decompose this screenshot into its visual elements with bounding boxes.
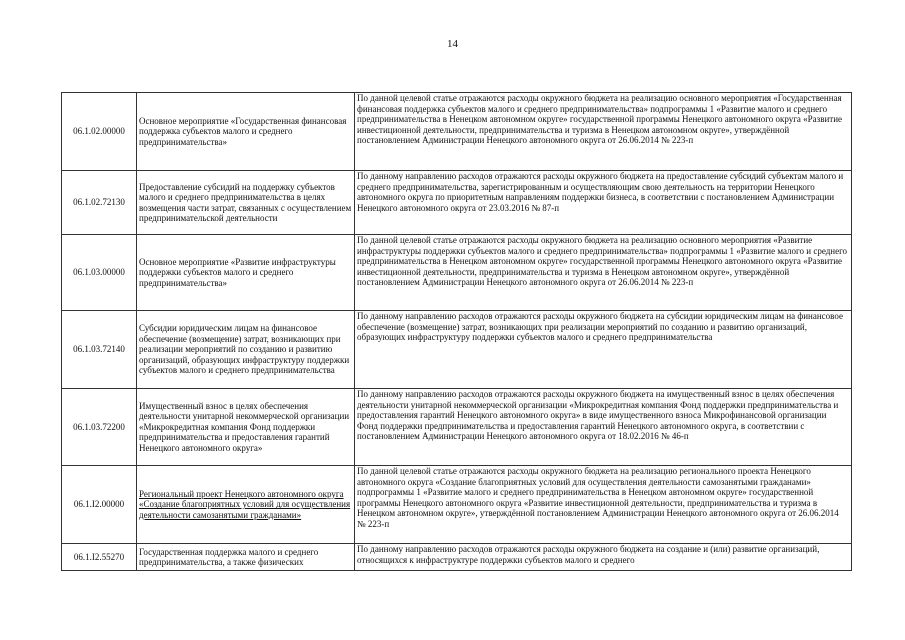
row-description: По данному направлению расходов отражаются расходы окружного бюджета на субсидии юридическим лицам на финансовое обеспечение (возмещение) затрат, возникающих при реализации мероприятий по созданию и развитию организаций, образующих инфраструктуру поддержки субъектов малого и среднего предпринимательства [355,311,852,389]
row-description: По данной целевой статье отражаются расходы окружного бюджета на реализацию регионального проекта Ненецкого автономного округа «Создание благоприятных условий для осуществления деятельности самозанятыми гражданами» подпрограммы 1 «Развитие малого и среднего предпринимательства в Ненецком автономном округе» государственной программы Ненецкого автономного округа «Развитие инвестиционной деятельности, предпринимательства и туризма в Ненецком автономном округе», утверждённой постановлением Администрации Ненецкого автономного округа от 26.06.2014 № 223-п [355,466,852,544]
row-code: 06.1.02.72130 [62,171,137,235]
row-code: 06.1.03.00000 [62,235,137,311]
row-name: Региональный проект Ненецкого автономного округа «Создание благоприятных условий для осуществления деятельности самозанятыми гражданами» [137,466,355,544]
row-name: Предоставление субсидий на поддержку субъектов малого и среднего предпринимательства в целях возмещения части затрат, связанных с осуществлением предпринимательской деятельности [137,171,355,235]
row-code: 06.1.I2.55270 [62,544,137,571]
row-code: 06.1.I2.00000 [62,466,137,544]
table-row [62,93,852,171]
budget-classification-table [61,92,852,571]
table-row [62,235,852,311]
row-code: 06.1.02.00000 [62,93,137,171]
row-name: Основное мероприятие «Государственная финансовая поддержка субъектов малого и среднего предпринимательства» [137,93,355,171]
row-description: По данной целевой статье отражаются расходы окружного бюджета на реализацию основного мероприятия «Развитие инфраструктуры поддержки субъектов малого и среднего предпринимательства» подпрограммы 1 «Развитие малого и среднего предпринимательства в Ненецком автономном округе» государственной программы Ненецкого автономного округа «Развитие инвестиционной деятельности, предпринимательства и туризма в Ненецком автономном округе», утверждённой постановлением Администрации Ненецкого автономного округа от 26.06.2014 № 223-п [355,235,852,311]
row-description: По данной целевой статье отражаются расходы окружного бюджета на реализацию основного мероприятия «Государственная финансовая поддержка субъектов малого и среднего предпринимательства» подпрограммы 1 «Развитие малого и среднего предпринимательства в Ненецком автономном округе» государственной программы Ненецкого автономного округа «Развитие инвестиционной деятельности, предпринимательства и туризма в Ненецком автономном округе», утверждённой постановлением Администрации Ненецкого автономного округа от 26.06.2014 № 223-п [355,93,852,171]
row-code: 06.1.03.72140 [62,311,137,389]
row-name: Государственная поддержка малого и среднего предпринимательства, а также физических [137,544,355,571]
row-description: По данному направлению расходов отражаются расходы окружного бюджета на создание и (или) развитие организаций, относящихся к инфраструктуре поддержки субъектов малого и среднего [355,544,852,571]
row-name: Основное мероприятие «Развитие инфраструктуры поддержки субъектов малого и среднего предпринимательства» [137,235,355,311]
row-code: 06.1.03.72200 [62,389,137,466]
row-description: По данному направлению расходов отражаются расходы окружного бюджета на имущественный взнос в целях обеспечения деятельности унитарной некоммерческой организации «Микрокредитная компания Фонд поддержки предпринимательства и предоставления гарантий Ненецкого автономного округа» в виде имущественного взноса Микрофинансовой организации Фонд поддержки предпринимательства и предоставления гарантий Ненецкого автономного округа, в соответствии с постановлением Администрации Ненецкого автономного округа от 18.02.2016 № 46-п [355,389,852,466]
table-row [62,389,852,466]
row-name: Субсидии юридическим лицам на финансовое обеспечение (возмещение) затрат, возникающих при реализации мероприятий по созданию и развитию организаций, образующих инфраструктуру поддержки субъектов малого и среднего предпринимательства [137,311,355,389]
table-row [62,171,852,235]
page-number: 14 [447,38,458,50]
table-row [62,311,852,389]
row-description: По данному направлению расходов отражаются расходы окружного бюджета на предоставление субсидий субъектам малого и среднего предпринимательства, зарегистрированным и осуществляющим свою деятельность на территории Ненецкого автономного округа по приоритетным направлениям поддержки бизнеса, в соответствии с постановлением Администрации Ненецкого автономного округа от 23.03.2016 № 87-п [355,171,852,235]
table-row [62,466,852,544]
table-row [62,544,852,571]
row-name: Имущественный взнос в целях обеспечения деятельности унитарной некоммерческой организации «Микрокредитная компания Фонд поддержки предпринимательства и предоставления гарантий Ненецкого автономного округа» [137,389,355,466]
